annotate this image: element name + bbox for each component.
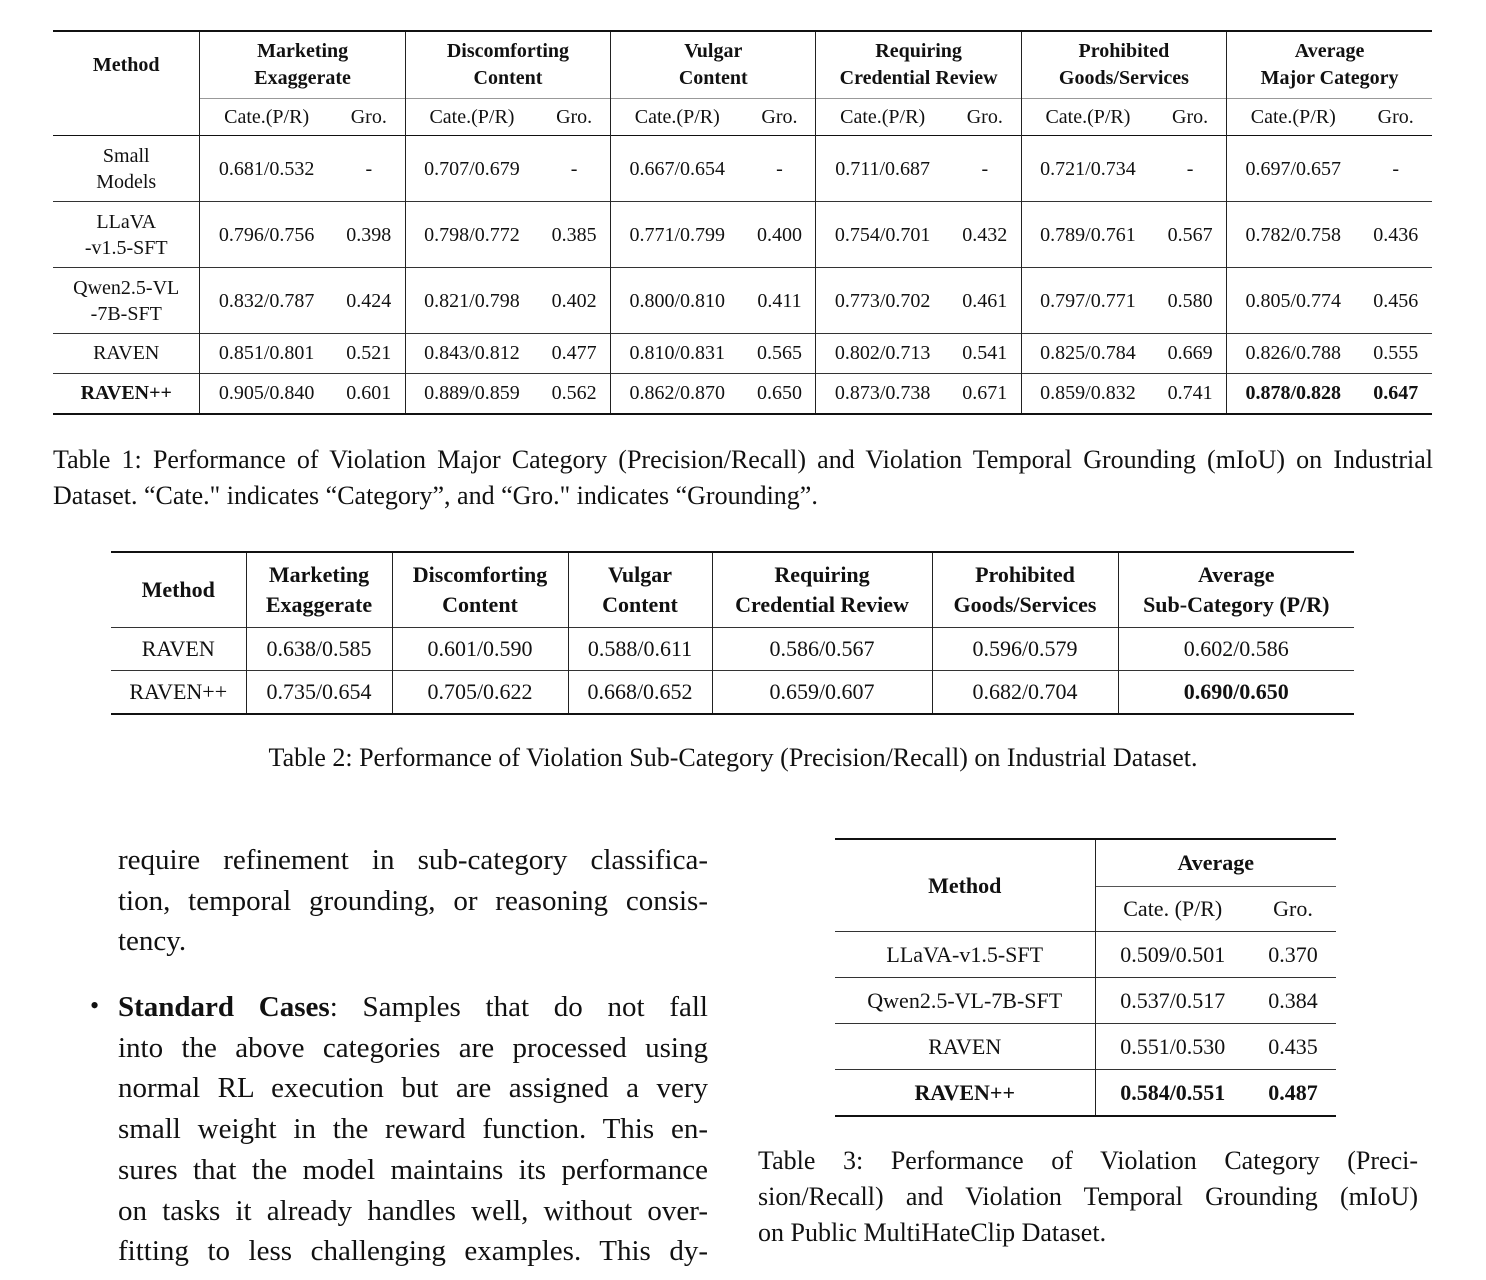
value-cell: 0.741 — [1167, 382, 1213, 404]
text-line: small weight in the reward function. This en- — [118, 1113, 708, 1146]
table-1-caption: Table 1: Performance of Violation Major Category (Precision/Recall) and Violation Temporal Grounding (mIoU) on Industrial Dataset. “Cate." indicates “Category”, and “Gro." indicates “Grounding”. — [53, 445, 1433, 510]
table-row — [53, 202, 1432, 268]
table-3-caption — [758, 1143, 1418, 1251]
table-row — [835, 978, 1336, 1024]
table-row — [111, 628, 1354, 671]
value-cell: 0.601 — [346, 382, 392, 404]
method-cell: RAVEN++ — [129, 679, 228, 704]
value-cell: 0.800/0.810 — [611, 268, 744, 334]
value-cell: 0.735/0.654 — [246, 671, 392, 715]
text-line: tency. — [118, 925, 187, 958]
value-cell: 0.711/0.687 — [816, 136, 949, 202]
value-cell: 0.638/0.585 — [246, 628, 392, 671]
caption-line: sion/Recall) and Violation Temporal Grounding (mIoU) — [758, 1182, 1418, 1211]
bullet-item-standard-cases — [118, 987, 708, 1272]
value-cell: 0.596/0.579 — [932, 628, 1118, 671]
value-cell: 0.588/0.611 — [568, 628, 712, 671]
value-cell: 0.825/0.784 — [1021, 334, 1154, 374]
value-cell: 0.667/0.654 — [611, 136, 744, 202]
value-cell: 0.671 — [962, 382, 1008, 404]
text-line: require refinement in sub-category classifica- — [118, 844, 708, 876]
value-cell: 0.601/0.590 — [392, 628, 568, 671]
subheader-gro: Gro. — [1250, 887, 1336, 932]
value-cell: 0.602/0.586 — [1118, 628, 1354, 671]
value-cell: 0.436 — [1373, 223, 1419, 246]
value-cell: - — [981, 157, 989, 180]
value-cell: 0.384 — [1268, 987, 1318, 1013]
header-col: Prohibited Goods/Services — [932, 552, 1118, 628]
text-line: sures that the model maintains its performance — [118, 1153, 708, 1186]
header-col: Vulgar Content — [568, 552, 712, 628]
table-row — [835, 1024, 1336, 1070]
method-cell: LLaVA -v1.5-SFT — [84, 210, 168, 259]
subheader-cate: Cate.(P/R) — [1227, 99, 1360, 136]
header-method: Method — [92, 54, 160, 76]
value-cell: 0.567 — [1167, 223, 1213, 246]
value-cell: 0.521 — [346, 342, 392, 364]
value-cell: 0.580 — [1167, 289, 1213, 312]
value-cell: 0.432 — [962, 223, 1008, 246]
value-cell: 0.424 — [346, 289, 392, 312]
header-col: Average Sub-Category (P/R) — [1118, 552, 1354, 628]
value-cell: 0.402 — [551, 289, 597, 312]
header-col: Marketing Exaggerate — [246, 552, 392, 628]
subheader-cate: Cate.(P/R) — [816, 99, 949, 136]
value-cell: 0.659/0.607 — [712, 671, 932, 715]
value-cell: 0.705/0.622 — [392, 671, 568, 715]
value-cell-best: 0.487 — [1268, 1079, 1318, 1105]
subheader-gro: Gro. — [1154, 99, 1226, 136]
method-cell: RAVEN — [141, 636, 215, 661]
header-method: Method — [928, 872, 1002, 898]
value-cell: 0.805/0.774 — [1227, 268, 1360, 334]
value-cell-best: 0.647 — [1373, 382, 1419, 404]
value-cell: 0.398 — [346, 223, 392, 246]
value-cell: 0.385 — [551, 223, 597, 246]
header-group: Average Major Category — [1227, 31, 1432, 99]
value-cell-best: 0.690/0.650 — [1118, 671, 1354, 715]
value-cell: 0.782/0.758 — [1227, 202, 1360, 268]
value-cell: 0.435 — [1268, 1033, 1318, 1059]
value-cell: 0.537/0.517 — [1095, 978, 1250, 1024]
subheader-cate: Cate.(P/R) — [200, 99, 333, 136]
value-cell: 0.400 — [756, 223, 802, 246]
value-cell: 0.370 — [1268, 941, 1318, 967]
value-cell: 0.668/0.652 — [568, 671, 712, 715]
value-cell: 0.859/0.832 — [1021, 374, 1154, 415]
value-cell: 0.650 — [756, 382, 802, 404]
value-cell: 0.721/0.734 — [1021, 136, 1154, 202]
value-cell: 0.562 — [551, 382, 597, 404]
value-cell: 0.551/0.530 — [1095, 1024, 1250, 1070]
table-row — [53, 334, 1432, 374]
table-row — [53, 136, 1432, 202]
method-cell: Small Models — [96, 144, 157, 193]
value-cell: 0.905/0.840 — [200, 374, 333, 415]
method-cell: RAVEN++ — [914, 1079, 1015, 1105]
table-row — [111, 671, 1354, 715]
subheader-gro: Gro. — [949, 99, 1021, 136]
method-cell: Qwen2.5-VL-7B-SFT — [867, 987, 1063, 1013]
value-cell: 0.586/0.567 — [712, 628, 932, 671]
subheader-gro: Gro. — [333, 99, 405, 136]
value-cell: 0.697/0.657 — [1227, 136, 1360, 202]
value-cell: 0.873/0.738 — [816, 374, 949, 415]
value-cell: 0.411 — [757, 289, 802, 312]
subheader-gro: Gro. — [1359, 99, 1432, 136]
text-line: normal RL execution but are assigned a very — [118, 1072, 708, 1105]
value-cell: 0.789/0.761 — [1021, 202, 1154, 268]
header-group: Discomforting Content — [405, 31, 610, 99]
header-group: Requiring Credential Review — [816, 31, 1021, 99]
value-cell: - — [365, 157, 373, 180]
value-cell: 0.889/0.859 — [405, 374, 538, 415]
header-method: Method — [141, 577, 215, 602]
bullet-text: : Samples that do not fall — [329, 991, 708, 1023]
value-cell: - — [1186, 157, 1194, 180]
value-cell: 0.509/0.501 — [1095, 932, 1250, 978]
method-cell: Qwen2.5-VL -7B-SFT — [73, 276, 180, 325]
header-col: Requiring Credential Review — [712, 552, 932, 628]
table-row — [835, 932, 1336, 978]
value-cell: 0.669 — [1167, 342, 1213, 364]
text-line: fitting to less challenging examples. This dy- — [118, 1235, 708, 1268]
table-row — [53, 374, 1432, 415]
header-group: Marketing Exaggerate — [200, 31, 405, 99]
value-cell: 0.843/0.812 — [405, 334, 538, 374]
caption-line: on Public MultiHateClip Dataset. — [758, 1218, 1107, 1247]
value-cell: 0.771/0.799 — [611, 202, 744, 268]
method-cell: LLaVA-v1.5-SFT — [886, 941, 1044, 967]
table-row — [53, 268, 1432, 334]
table-3 — [835, 838, 1336, 1117]
method-cell: RAVEN++ — [80, 382, 172, 404]
body-paragraph — [118, 840, 708, 962]
value-cell: 0.541 — [962, 342, 1008, 364]
subheader-cate: Cate.(P/R) — [405, 99, 538, 136]
value-cell: 0.821/0.798 — [405, 268, 538, 334]
value-cell: - — [1392, 157, 1400, 180]
table-2 — [111, 551, 1354, 715]
bullet-term: Standard Cases — [118, 991, 330, 1023]
value-cell: 0.810/0.831 — [611, 334, 744, 374]
value-cell: 0.798/0.772 — [405, 202, 538, 268]
subheader-cate: Cate.(P/R) — [611, 99, 744, 136]
subheader-gro: Gro. — [538, 99, 610, 136]
header-group-average: Average — [1095, 839, 1336, 887]
bullet-icon: • — [90, 991, 100, 1020]
value-cell: 0.682/0.704 — [932, 671, 1118, 715]
subheader-cate: Cate. (P/R) — [1095, 887, 1250, 932]
header-group: Vulgar Content — [611, 31, 816, 99]
header-group: Prohibited Goods/Services — [1021, 31, 1226, 99]
table-1 — [53, 30, 1432, 415]
value-cell: 0.555 — [1373, 342, 1419, 364]
value-cell: 0.681/0.532 — [200, 136, 333, 202]
value-cell: 0.773/0.702 — [816, 268, 949, 334]
value-cell-best: 0.584/0.551 — [1095, 1070, 1250, 1117]
value-cell: 0.461 — [962, 289, 1008, 312]
text-line: on tasks it already handles well, without over- — [118, 1194, 708, 1227]
value-cell-best: 0.878/0.828 — [1227, 374, 1360, 415]
value-cell: - — [776, 157, 783, 180]
value-cell: 0.862/0.870 — [611, 374, 744, 415]
value-cell: 0.797/0.771 — [1021, 268, 1154, 334]
table-2-caption: Table 2: Performance of Violation Sub-Category (Precision/Recall) on Industrial Dataset. — [268, 743, 1198, 772]
header-col: Discomforting Content — [392, 552, 568, 628]
value-cell: 0.832/0.787 — [200, 268, 333, 334]
text-line: tion, temporal grounding, or reasoning consis- — [118, 884, 708, 917]
subheader-gro: Gro. — [743, 99, 815, 136]
method-cell: RAVEN — [928, 1033, 1002, 1059]
subheader-cate: Cate.(P/R) — [1021, 99, 1154, 136]
caption-line: Table 3: Performance of Violation Category (Preci- — [758, 1146, 1418, 1175]
text-line — [118, 987, 708, 1028]
value-cell: 0.565 — [756, 342, 802, 364]
value-cell: 0.802/0.713 — [816, 334, 949, 374]
value-cell: 0.707/0.679 — [405, 136, 538, 202]
text-line: into the above categories are processed using — [118, 1031, 708, 1064]
method-cell: RAVEN — [93, 342, 160, 364]
value-cell: - — [570, 157, 578, 180]
value-cell: 0.851/0.801 — [200, 334, 333, 374]
value-cell: 0.754/0.701 — [816, 202, 949, 268]
table-row — [835, 1070, 1336, 1117]
value-cell: 0.456 — [1373, 289, 1419, 312]
value-cell: 0.477 — [551, 342, 597, 364]
value-cell: 0.796/0.756 — [200, 202, 333, 268]
value-cell: 0.826/0.788 — [1227, 334, 1360, 374]
